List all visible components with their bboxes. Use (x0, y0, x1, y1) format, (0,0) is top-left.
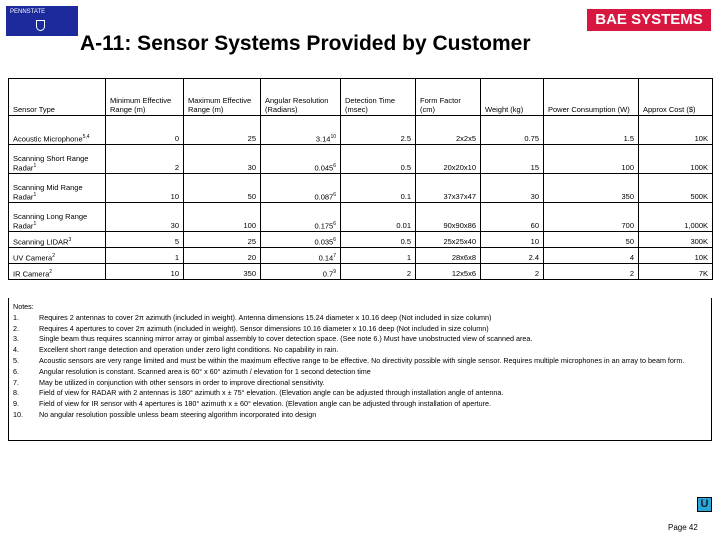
note-item: 4. Excellent short range detection and operation under zero light conditions. No capability in rain. (13, 345, 339, 355)
column-header: Maximum Effective Range (m) (184, 79, 261, 116)
table-cell: 1 (341, 248, 416, 264)
table-cell: 0.5 (341, 232, 416, 248)
table-cell: 15 (481, 145, 544, 174)
table-cell: 2.5 (341, 116, 416, 145)
page-title: A-11: Sensor Systems Provided by Customer (80, 32, 531, 55)
table-cell: 0.01 (341, 203, 416, 232)
bae-systems-logo: BAE SYSTEMS (587, 9, 711, 31)
table-cell: 60 (481, 203, 544, 232)
table-cell: 0.087$^6$ (261, 174, 341, 203)
note-item: 2. Requires 4 apertures to cover 2π azimuth (included in weight). Sensor dimensions 10.16 diameter x 10.16 deep (Not included in size column) (13, 323, 489, 333)
table-cell: 2 (106, 145, 184, 174)
table-row (9, 116, 713, 145)
table-cell: 100 (544, 145, 639, 174)
notes-box (8, 298, 712, 441)
penn-state-logo (6, 6, 78, 36)
table-cell: 0.175$^6$ (261, 203, 341, 232)
sensor-name: Scanning Long Range Radar$^1$ (9, 203, 106, 232)
table-cell: 30 (184, 145, 261, 174)
table-cell: 0.1 (341, 174, 416, 203)
sensor-name: Scanning LIDAR$^3$ (9, 232, 106, 248)
table-cell: 1,000K (639, 203, 713, 232)
note-item: 7. May be utilized in conjunction with other sensors in order to improve directional sensitivity. (13, 377, 325, 387)
table-cell: 0.75 (481, 116, 544, 145)
page-number: Page 42 (668, 523, 698, 532)
table-cell: 25 (184, 116, 261, 145)
table-cell: 2.4 (481, 248, 544, 264)
table-row (9, 248, 713, 264)
note-item: 6. Angular resolution is constant. Scanned area is 60° x 60° azimuth / elevation for 1 second detection time (13, 366, 371, 376)
table-cell: 350 (184, 264, 261, 280)
column-header: Angular Resolution (Radians) (261, 79, 341, 116)
table-cell: 0.14$^7$ (261, 248, 341, 264)
table-cell: $0.7^9$ (261, 264, 341, 280)
table-cell: 100 (184, 203, 261, 232)
note-item: 5. Acoustic sensors are very range limited and must be within the maximum effective range to be effective. No directivity possible with single sensor. Requires multiple microphones in an array to beam form. (13, 355, 685, 365)
table-cell: 37x37x47 (416, 174, 481, 203)
sensor-name: Acoustic Microphone$^{5,4}$ (9, 116, 106, 145)
table-row (9, 232, 713, 248)
table-cell: 30 (481, 174, 544, 203)
table-cell: 10 (481, 232, 544, 248)
table-cell: 2 (544, 264, 639, 280)
table-cell: 50 (544, 232, 639, 248)
sensor-name: Scanning Mid Range Radar$^1$ (9, 174, 106, 203)
column-header: Sensor Type (9, 79, 106, 116)
table-cell: 50 (184, 174, 261, 203)
column-header: Minimum Effective Range (m) (106, 79, 184, 116)
table-cell: 90x90x86 (416, 203, 481, 232)
note-item: 1. Requires 2 antennas to cover 2π azimuth (included in weight). Antenna dimensions 15.24 diameter x 10.16 deep (Not included in size column) (13, 312, 492, 322)
table-cell: 10K (639, 248, 713, 264)
table-row (9, 264, 713, 280)
table-cell: 4 (544, 248, 639, 264)
table-cell: 0.5 (341, 145, 416, 174)
table-cell: 300K (639, 232, 713, 248)
table-cell: 3.14$^{10}$ (261, 116, 341, 145)
table-cell: 20 (184, 248, 261, 264)
psu-logo-text: PENNSTATE (10, 9, 46, 15)
table-cell: 7K (639, 264, 713, 280)
note-item: 3. Single beam thus requires scanning mirror array or gimbal assembly to cover detection space. (See note 6.) Must have unobstructed view of scanned area. (13, 334, 533, 344)
table-cell: 10 (106, 174, 184, 203)
notes-heading: Notes: (13, 302, 34, 311)
table-cell: 0.045$^6$ (261, 145, 341, 174)
table-header-row (9, 79, 713, 116)
table-cell: 0.035$^6$ (261, 232, 341, 248)
table-cell: 100K (639, 145, 713, 174)
table-cell: 2 (481, 264, 544, 280)
table-cell: 0 (106, 116, 184, 145)
table-cell: 1 (106, 248, 184, 264)
table-cell: 28x6x8 (416, 248, 481, 264)
table-cell: 5 (106, 232, 184, 248)
table-cell: 25 (184, 232, 261, 248)
table-cell: 2 (341, 264, 416, 280)
column-header: Approx Cost ($) (639, 79, 713, 116)
note-item: 8. Field of view for RADAR with 2 antennas is 180° azimuth x ± 75° elevation. (Elevation angle can be adjusted through installation angle of antenna. (13, 388, 504, 398)
table-cell: 350 (544, 174, 639, 203)
table-cell: 10K (639, 116, 713, 145)
column-header: Form Factor (cm) (416, 79, 481, 116)
table-cell: 30 (106, 203, 184, 232)
shield-icon (36, 20, 45, 31)
table-cell: 700 (544, 203, 639, 232)
table-row (9, 203, 713, 232)
table-cell: 10 (106, 264, 184, 280)
column-header: Power Consumption (W) (544, 79, 639, 116)
note-item: 9. Field of view for IR sensor with 4 apertures is 180° azimuth x ± 60° elevation. (Elevation angle can be adjusted through installation of aperture. (13, 399, 491, 409)
return-icon[interactable]: U (697, 497, 712, 512)
table-row (9, 145, 713, 174)
note-item: 10. No angular resolution possible unless beam steering algorithm incorporated into design (13, 409, 317, 419)
sensor-name: IR Camera$^2$ (9, 264, 106, 280)
sensor-name: UV Camera$^2$ (9, 248, 106, 264)
table-cell: 1.5 (544, 116, 639, 145)
table-cell: 2x2x5 (416, 116, 481, 145)
sensor-name: Scanning Short Range Radar$^1$ (9, 145, 106, 174)
column-header: Detection Time (msec) (341, 79, 416, 116)
table-cell: 500K (639, 174, 713, 203)
table-cell: 20x20x10 (416, 145, 481, 174)
sensor-table (8, 78, 713, 280)
table-cell: 25x25x40 (416, 232, 481, 248)
table-row (9, 174, 713, 203)
table-cell: 12x5x6 (416, 264, 481, 280)
column-header: Weight (kg) (481, 79, 544, 116)
